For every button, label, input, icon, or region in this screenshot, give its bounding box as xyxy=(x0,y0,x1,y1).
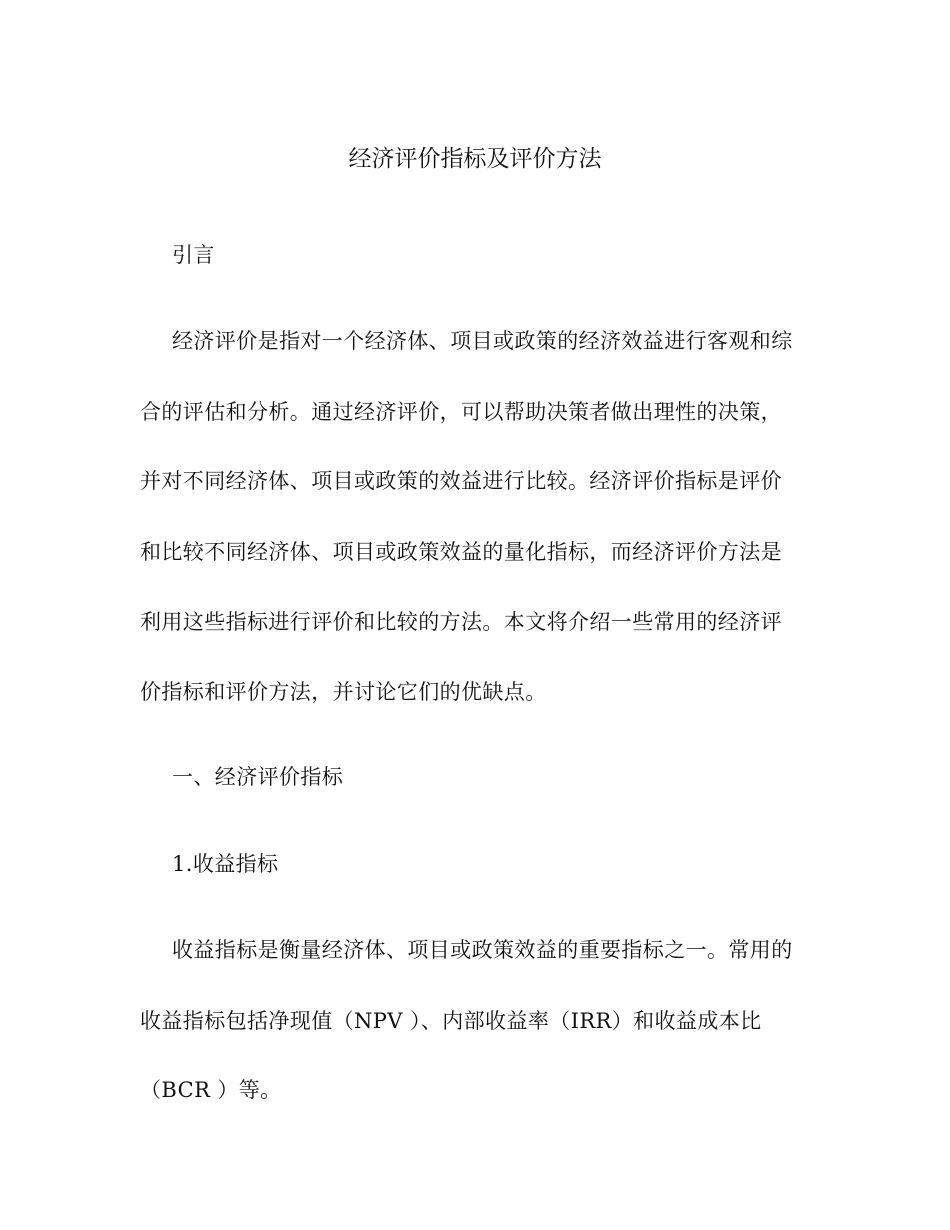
paragraph-line: 和比较不同经济体、项目或政策效益的量化指标，而经济评价方法是 xyxy=(140,540,782,564)
paragraph-line: 合的评估和分析。通过经济评价，可以帮助决策者做出理性的决策， xyxy=(140,400,782,424)
intro-heading: 引言 xyxy=(172,243,215,267)
paragraph-line: 收益指标是衡量经济体、项目或政策效益的重要指标之一。常用的 xyxy=(172,938,793,962)
paragraph-line: 经济评价是指对一个经济体、项目或政策的经济效益进行客观和综 xyxy=(172,329,793,353)
subsection-heading: 1.收益指标 xyxy=(172,852,279,876)
paragraph-line: （BCR ）等。 xyxy=(140,1078,282,1102)
paragraph-line: 价指标和评价方法，并讨论它们的优缺点。 xyxy=(140,680,547,704)
paragraph-line: 并对不同经济体、项目或政策的效益进行比较。经济评价指标是评价 xyxy=(140,469,782,493)
section-heading: 一、经济评价指标 xyxy=(172,765,344,789)
document-title: 经济评价指标及评价方法 xyxy=(348,146,602,172)
paragraph-line: 收益指标包括净现值（NPV ）、内部收益率（IRR）和收益成本比 xyxy=(140,1009,762,1033)
paragraph-line: 利用这些指标进行评价和比较的方法。本文将介绍一些常用的经济评 xyxy=(140,610,782,634)
